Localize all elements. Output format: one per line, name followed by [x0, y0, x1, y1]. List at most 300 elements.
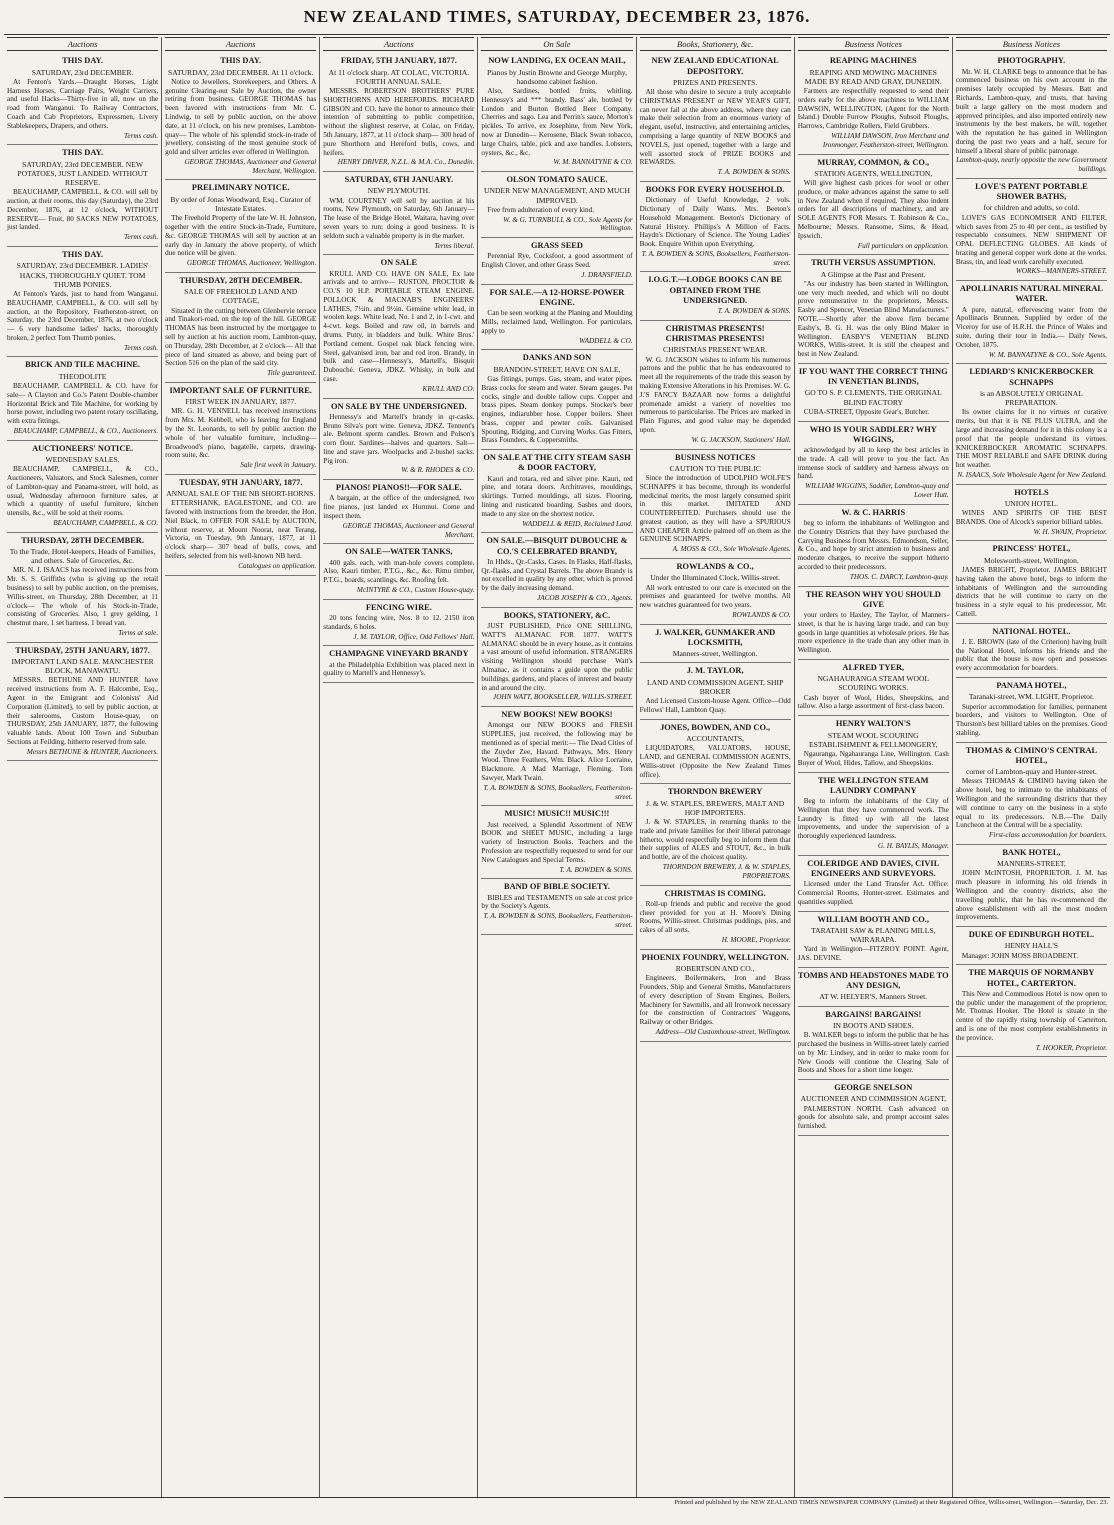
ad-body: 400 gals. each, with man-hole covers complete. Also, Kauri timber, P.T.G., &c., &c. Rimu timber, P.T.G., boards, scantlings, &c. Roofing felt.	[323, 558, 475, 585]
ad-signature: T. A. BOWDEN & SONS, Booksellers, Featherston-street.	[483, 912, 633, 929]
ad-title: ON SALE	[380, 258, 418, 268]
advertisement	[640, 663, 791, 719]
ad-subtitle: CHRISTMAS PRESENT WEAR.	[663, 345, 768, 355]
advertisement	[640, 950, 791, 1042]
ad-body: Since the introduction of UDOLPHO WOLFE'S SCHNAPPS it has become, through its wonderful medicinal merits, the most largely consumed spirit in this market. IMITATED AND COUNTERFEITED. Purchasers should use the greatest caution, as they will have a SPURIOUS AND CHEAPER Article palmed off on them as the GENUINE SCHNAPPS.	[639, 474, 791, 544]
ad-signature: W. G. JACKSON, Stationers' Hall.	[691, 435, 791, 444]
ad-body: acknowledged by all to keep the best articles in the trade. A call will prove to you the fact. An immense stock of saddlery and harness always on hand.	[797, 446, 949, 481]
ad-title: PRELIMINARY NOTICE.	[191, 183, 290, 193]
ad-signature: JACOB JOSEPH & CO., Agents.	[537, 594, 633, 603]
column-2	[162, 37, 320, 1497]
ad-body: Its owner claims for it no virtues or curative merits, but that it is NE PLUS ULTRA, and the large and increasing demand for it in this colony is a proof that the people understand its virtues. KNICKERBOCKER AROMATIC SCHNAPPS. THE MOST RELIABLE and SAFE DRINK during hot weather.	[955, 408, 1107, 470]
ad-signature: HENRY DRIVER, N.Z.L. & M.A. Co., Dunedin.	[337, 158, 475, 167]
ad-body: Manager: JOHN MOSS BROADBENT.	[961, 951, 1078, 960]
ad-title: BOOKS, STATIONERY, &C.	[503, 610, 611, 620]
ad-signature: Full particulars on application.	[857, 241, 949, 250]
ad-title: LOVE'S PATENT PORTABLE SHOWER BATHS,	[975, 181, 1088, 202]
ad-body: Dictionary of Useful Knowledge, 2 vols. Dictionary of Daily Wants. Mrs. Beeton's Household Management. Beeton's Dictionary of Natural History. Phillips's A Million of Facts. Haydn's Dictionary of Science. The Young Ladies' Book. Enquire Within upon Everything.	[639, 196, 791, 249]
ad-title: MURRAY, COMMON, & CO.,	[817, 157, 930, 167]
ad-title: PHOENIX FOUNDRY, WELLINGTON.	[641, 952, 789, 962]
ad-signature: A. MOSS & CO., Sole Wholesale Agents.	[672, 545, 791, 554]
advertisement	[956, 927, 1107, 965]
ad-title: CHAMPAGNE VINEYARD BRANDY	[329, 649, 469, 659]
ad-title: ON SALE BY THE UNDERSIGNED.	[331, 401, 467, 411]
ad-title: HOTELS	[1014, 487, 1049, 497]
ad-title: ON SALE AT THE CITY STEAM SASH & DOOR FACTORY,	[483, 453, 631, 473]
advertisement	[481, 350, 632, 450]
ad-title: SATURDAY, 6TH JANUARY.	[344, 175, 454, 185]
ad-title: OLSON TOMATO SAUCE.	[506, 175, 608, 185]
ad-subtitle: ROBERTSON AND CO.,	[675, 963, 755, 973]
ad-title: BAND OF BIBLE SOCIETY.	[504, 882, 610, 892]
ad-signature: WORKS—MANNERS-STREET.	[1015, 267, 1107, 276]
column-5	[637, 37, 795, 1497]
ad-body: BEAUCHAMP, CAMPBELL & CO. have for sale— A Clayton and Co.'s Patent Double-chamber Horizontal Brick and Tile Machine, for working by horse power, including two patent rotary oscillating, with extra fittings.	[7, 381, 159, 426]
ad-signature: KRULL AND CO.	[422, 384, 475, 393]
advertisement	[481, 806, 632, 879]
ad-signature: H. MOORE, Proprietor.	[721, 935, 791, 944]
ad-body: Notice to Jewellers, Storekeepers, and Others. A genuine Clearing-out Sale by Auction, the owner retiring from business. GEORGE THOMAS has been favored with instructions from Mr. C. Lindwig, to sell by public auction, on the above date, at 11 o'clock, on his new premises, Lambton-quay— The whole of his splendid stock-in-trade of jewellery, consisting of the most genuine stock of gold and silver articles ever offered in Wellington.	[165, 77, 317, 157]
ad-signature: McINTYRE & CO., Custom House-quay.	[356, 585, 475, 594]
ad-title: THE REASON WHY YOU SHOULD GIVE	[805, 589, 941, 609]
column-heading: On Sale	[481, 37, 632, 51]
advertisement	[323, 53, 474, 172]
ad-signature: THOS. C. DARCY, Lambton-quay.	[849, 572, 949, 581]
advertisement	[798, 587, 949, 660]
ad-title: PHOTOGRAPHY.	[997, 56, 1066, 66]
ad-body: Hennessy's and Martell's brandy in qr-casks. Bruno Silva's port wine. Geneva, JDKZ. Tennent's ale. Belmont sperm candles. Brown and Polson's corn flour. Sardines—halves and quarters. Salt—line and stave jars. Woolpacks and 2-bushel sacks. Pig iron.	[323, 412, 475, 465]
advertisement	[7, 533, 158, 643]
ad-title: W. & C. HARRIS	[841, 507, 906, 517]
advertisement	[640, 559, 791, 625]
ad-subtitle: STATION AGENTS, WELLINGTON,	[814, 168, 933, 178]
ad-signature: T. A. BOWDEN & SONS.	[717, 307, 791, 316]
ad-title: TRUTH VERSUS ASSUMPTION.	[811, 258, 936, 268]
ad-title: J. WALKER, GUNMAKER AND LOCKSMITH,	[655, 627, 776, 647]
ad-subtitle: MANNERS-STREET,	[996, 859, 1066, 869]
ad-subtitle: Manners-street, Wellington.	[672, 649, 758, 659]
ad-body: MR. N. J. ISAACS has received instructions from Mr. S. S. Griffiths (who is giving up the retail business) to sell by public auction, on the premises, Willis-street, on Thursday, 28th December, at 11 o'clock— The whole of his Stock-in-Trade, consisting of Groceries. Also, 1 grey gelding, 1 chestnut mare, 1 set harness, 1 bread van.	[7, 566, 159, 628]
ad-subtitle: STEAM WOOL SCOURING ESTABLISHMENT & FELLMONGERY,	[809, 730, 938, 749]
ad-body: Superior accommodation for families, permanent boarders, and visitors to Wellington. One of Thurston's best billiard tables on the premises. Good stabling.	[955, 702, 1107, 737]
ad-body: PALMERSTON NORTH. Cash advanced on goods for absolute sale, and prompt account sales furnished.	[797, 1104, 949, 1131]
advertisement	[798, 53, 949, 154]
advertisement	[956, 965, 1107, 1057]
ad-signature: WILLIAM DAWSON, Iron Merchant and Ironmonger, Featherston-street, Wellington.	[822, 132, 949, 149]
advertisement	[7, 643, 158, 762]
advertisement	[798, 155, 949, 256]
ad-title: THIS DAY.	[62, 250, 103, 260]
ad-signature: T. A. BOWDEN & SONS.	[559, 865, 633, 874]
ad-title: PIANOS! PIANOS!!—FOR SALE.	[335, 483, 462, 493]
ad-subtitle: To the Trade, Hotel-keepers, Heads of Families, and others. Sale of Groceries, &c.	[9, 546, 156, 566]
advertisement	[640, 53, 791, 182]
advertisement	[798, 422, 949, 505]
ad-subtitle: REAPING AND MOWING MACHINES MADE BY READ AND GRAY, DUNEDIN.	[804, 67, 942, 86]
ad-title: THE MARQUIS OF NORMANBY HOTEL, CARTERTON.	[968, 968, 1095, 988]
advertisement	[7, 247, 158, 357]
ad-subtitle: SATURDAY, 23rd DECEMBER.	[31, 67, 134, 77]
advertisement	[481, 285, 632, 351]
column-heading: Books, Stationery, &c.	[640, 37, 791, 51]
advertisement	[165, 180, 316, 272]
advertisement	[956, 624, 1107, 678]
ad-title: THIS DAY.	[62, 56, 103, 66]
advertisement	[165, 475, 316, 576]
ad-body: Can be seen working at the Planing and Moulding Mills, reclaimed land, Wellington. For particulars, apply to	[481, 309, 633, 335]
ad-title: THURSDAY, 25TH JANUARY, 1877.	[15, 645, 150, 655]
advertisement	[323, 544, 474, 599]
ad-signature: Terms liberal.	[434, 241, 475, 250]
ad-signature: GEORGE THOMAS, Auctioneer and General Merchant.	[342, 521, 475, 539]
ad-title: NATIONAL HOTEL.	[992, 626, 1071, 636]
advertisement	[956, 678, 1107, 743]
ad-body: WINES AND SPIRITS OF THE BEST BRANDS. One of Alcock's superior billiard tables.	[955, 509, 1107, 526]
advertisement	[481, 608, 632, 707]
ad-body: Roll-up friends and public and receive the good cheer provided for you at H. Moore's Dining Rooms, Willis-street. Christmas puddings, pies, and cakes of all sorts.	[639, 899, 791, 935]
ad-body: LIQUIDATORS, VALUATORS, HOUSE, LAND, and GENERAL COMMISSION AGENTS, Willis-street (Opposite the New Zealand Times office).	[639, 744, 791, 779]
ad-title: NEW BOOKS! NEW BOOKS!	[501, 710, 613, 720]
column-7	[953, 37, 1110, 1497]
advertisement	[798, 912, 949, 968]
ad-body: Amongst our NEW BOOKS and FRESH SUPPLIES, just received, the following may be mentioned as of special merit:— The Dead Cities of the Zuyder Zee, Havard. Pathways, Mrs. Henry Wood. Three Feathers, Wm. Black. Alice Lorraine, Blackmore. A Mad Marriage, Fleming. Tom Sawyer, Mark Twain.	[481, 721, 633, 783]
ad-title: CHRISTMAS PRESENTS! CHRISTMAS PRESENTS!	[665, 323, 765, 344]
column-6	[795, 37, 953, 1497]
ad-signature: Lambton-quay, nearly opposite the new Government buildings.	[956, 156, 1107, 174]
ad-signature: WILLIAM WIGGINS, Saddler, Lambton-quay and Lower Hutt.	[805, 482, 949, 500]
ad-body: Licensed under the Land Transfer Act. Office: Commercial Rooms, Hunter-street. Estimates and quantities supplied.	[797, 880, 949, 906]
ad-signature: ROWLANDS & CO.	[732, 610, 791, 619]
ad-signature: JOHN WATT, BOOKSELLER, WILLIS-STREET.	[493, 693, 633, 702]
ad-body: At Fenton's Yards, just to hand from Wanganui. BEAUCHAMP, CAMPBELL, & CO. will sell by auction, at the Repository, Featherston-street, on Saturday, the 23rd December, 1876, at two o'clock— 6 very handsome ladies' hacks, thoroughly broken, 2 perfect Tom Thumb ponies.	[7, 290, 159, 342]
ad-title: WILLIAM BOOTH AND CO.,	[817, 914, 929, 924]
advertisement	[165, 273, 316, 383]
ad-body: Yard in Wellington—FITZROY POINT. Agent, JAS. DEVINE.	[797, 945, 949, 963]
advertisement	[956, 364, 1107, 484]
column-4	[478, 37, 636, 1497]
ad-subtitle: corner of Lambton-quay and Hunter-street.	[966, 767, 1097, 777]
advertisement	[956, 485, 1107, 542]
ad-body: A bargain, at the office of the undersigned, two fine pianos, just landed ex Hurunui. Come and inspect them.	[323, 494, 475, 521]
ad-title: THURSDAY, 28TH DECEMBER.	[21, 535, 144, 545]
ad-subtitle: J. & W. STAPLES, BREWERS, MALT AND HOP IMPORTERS.	[646, 798, 785, 817]
column-1	[4, 37, 162, 1497]
ad-signature: W. M. BANNATYNE & CO.	[553, 158, 633, 167]
column-heading: Business Notices	[956, 37, 1107, 51]
ad-signature: Terms cash.	[124, 233, 159, 242]
ad-title: TOMBS AND HEADSTONES MADE TO ANY DESIGN,	[797, 970, 949, 991]
ad-body: All work entrusted to our care is executed on the premises and guaranteed for twelve months. All new watches guaranteed for two years.	[639, 583, 791, 610]
ad-title: PRINCESS' HOTEL,	[992, 544, 1071, 554]
ad-title: AUCTIONEERS' NOTICE.	[32, 443, 134, 453]
ad-title: FRIDAY, 5TH JANUARY, 1877.	[340, 56, 457, 66]
ad-body: Will give highest cash prices for wool or other produce, or make advances against the same to sell in New Zealand when if required. They also indent orders for all descriptions of machinery, and are SOLE AGENTS FOR Messrs. T. Robinson & Co., Melbourne; Messrs. Ransome, Sims, & Head, Ipswich.	[797, 179, 949, 240]
ad-signature: W. H. SWAIN, Proprietor.	[1033, 527, 1107, 536]
ad-title: LEDIARD'S KNICKERBOCKER SCHNAPPS	[969, 367, 1094, 387]
advertisement	[956, 53, 1107, 179]
ad-body: JUST PUBLISHED, Price ONE SHILLING, WATT'S ALMANAC FOR 1877. WATT'S ALMANAC should be in every house, as it contains a vast amount of useful information. STRANGERS visiting Wellington should purchase Watt's Almanac, as it contains a guide upon the public buildings, gardens, and places of interest and beauty in and around the city.	[481, 622, 633, 692]
ad-signature: W. M. BANNATYNE & CO., Sole Agents.	[988, 350, 1107, 359]
ad-signature: WADDELL & CO.	[579, 336, 633, 345]
ad-subtitle: Pianos by Justin Browne and George Murphy, handsome cabinet fashion.	[486, 67, 628, 86]
ad-subtitle: AT W. HELYER'S, Manners Street.	[819, 992, 928, 1002]
advertisement	[481, 172, 632, 238]
advertisement	[640, 182, 791, 273]
advertisement	[165, 53, 316, 180]
ad-subtitle: GO TO S. P. CLEMENTS, THE ORIGINAL BLIND FACTORY	[804, 388, 942, 407]
ad-signature: W. & R. RHODES & CO.	[401, 466, 475, 475]
ad-body: your orders to Haxley, The Taylor, of Manners-street, is that he is having large trade, and can buy goods in large quantities at wholesale prices. He has more experience in the trade than any other man in Wellington.	[797, 611, 949, 655]
ad-subtitle: WEDNESDAY SALES.	[45, 454, 120, 464]
ad-subtitle: IMPORTANT LAND SALE. MANCHESTER BLOCK, MANAWATU.	[11, 656, 154, 676]
ad-title: ALFRED TYER,	[842, 662, 905, 672]
ad-signature: Catalogues on application.	[238, 561, 317, 570]
ad-body: BEAUCHAMP, CAMPBELL, & CO. will sell by auction, at their rooms, this day (Saturday), the 23rd December, 1876, at 12 o'clock, WITHOUT RESERVE— Fruit, 80 SACKS NEW POTATOES, just landed.	[7, 188, 159, 232]
ad-title: THURSDAY, 28TH DECEMBER.	[179, 275, 303, 285]
ad-signature: Terms cash.	[124, 131, 159, 140]
ad-title: BOOKS FOR EVERY HOUSEHOLD.	[645, 184, 785, 194]
ad-body: Farmers are respectfully requested to send their orders early for the above machines to WILLIAM DAWSON, WELLINGTON, (Agent for the North Island.) Double Furrow Ploughs, Subsoil Ploughs, Harrows, Cambridge Rollers, Field Grubbers.	[797, 87, 949, 131]
ad-signature: J. M. TAYLOR, Office, Odd Fellows' Hall.	[353, 632, 475, 641]
advertisement	[165, 383, 316, 475]
ad-body: Free from adulteration of every kind.	[487, 205, 594, 214]
ad-body: Also, Sardines, bottled fruits, whitling. Hennessy's and *** brandy. Bass' ale, bottled by London and Burton Bottled Beer Company. Cherries and sago. Lea and Perrin's sauce, Morton's pickles. To arrive, ex Josephine, from New York, now at Dunedin— Kerosene, Black Swan tobacco, large Chairs, table, pick and axe handles. Lobsters, oysters, &c., &c.	[481, 87, 633, 157]
ad-title: GEORGE SNELSON	[834, 1083, 913, 1093]
advertisement	[798, 1007, 949, 1080]
column-heading: Auctions	[165, 37, 316, 51]
ad-title: IF YOU WANT THE CORRECT THING IN VENETIAN BLINDS,	[798, 366, 948, 387]
advertisement	[481, 450, 632, 533]
ad-title: APOLLINARIS NATURAL MINERAL WATER.	[959, 284, 1103, 304]
advertisement	[798, 716, 949, 772]
ad-subtitle: By order of Jonas Woodward, Esq., Curator of Intestate Estates.	[170, 194, 312, 213]
ad-title: THORNDON BREWERY	[667, 787, 763, 797]
advertisement	[7, 53, 158, 145]
column-heading: Auctions	[7, 37, 158, 51]
ad-body: JAMES BRIGHT, Proprietor. JAMES BRIGHT having taken the above hotel, begs to inform the inhabitants of Wellington and the surrounding districts that he will continue to carry on the business in a style equal to his predecessor, Mr. Cattell.	[955, 565, 1107, 618]
column-heading: Business Notices	[798, 37, 949, 51]
ad-body: At Fenton's Yards.—Draught Horses, Light Harness Horses, Carriage Pairs, Weight Carriers, and useful Hacks—Thirty-five in all, now on the road from Wanganui. To Railway Contractors, Coach and Cab Proprietors, Expressmen, Livery Stablekeepers, Drapers, and others.	[7, 77, 159, 130]
ad-body: JOHN McINTOSH, PROPRIETOR. J. M. has much pleasure in informing his old friends in Wellington and the country districts, also the travelling public, that he has re-commenced the above establishment with all the most modern improvements.	[955, 869, 1107, 922]
ad-title: FENCING WIRE.	[365, 602, 432, 612]
ad-body: ETTERSHANK, EAGLESTONE, and CO. are favored with instructions from the breeder, the Hon. Niel Black, to OFFER FOR SALE by AUCTION, without reserve, at Mount Noorat, near Terang, Victoria, on Tuesday, 9th January, 1877, at 11 o'clock sharp— 307 head of bulls, cows, and heifers, selected from his well-known NB herd.	[165, 499, 317, 561]
ad-body: Gas fittings, pumps. Gas, steam, and water pipes. Brass cocks for steam and water. Steam gauges. Pet cocks, single and double tallow cups. Copper and brass pipes. Steam donkey pumps. Stocker's beer engines, indiarubber hose. Copper boilers. Sheet brass, copper and pewter coils. Galvanised Spouting, Ridging, and Curving Works. Gas Fitters, Brass Founders, & Coppersmiths.	[481, 374, 633, 445]
ad-title: THOMAS & CIMINO'S CENTRAL HOTEL,	[965, 745, 1098, 765]
ad-subtitle: NEW PLYMOUTH.	[367, 186, 431, 196]
advertisement	[640, 720, 791, 785]
ad-subtitle: is an ABSOLUTELY ORIGINAL PREPARATION.	[979, 388, 1083, 408]
advertisement	[481, 707, 632, 806]
ad-signature: BEAUCHAMP, CAMPBELL, & CO.	[53, 518, 159, 527]
ad-title: BUSINESS NOTICES	[674, 452, 756, 462]
ad-body: CUBA-STREET, Opposite Gear's, Butcher.	[803, 407, 930, 416]
ad-signature: N. ISAACS, Sole Wholesale Agent for New Zealand.	[957, 470, 1107, 479]
ad-body: And Licensed Custom-house Agent. Office—Odd Fellows' Hall, Lambton Quay.	[639, 697, 791, 714]
ad-title: REAPING MACHINES	[829, 56, 917, 66]
ad-title: PANAMA HOTEL,	[996, 681, 1067, 691]
ad-subtitle: NGAHAURANGA STEAM WOOL SCOURING WORKS.	[817, 674, 930, 693]
ad-body: Perennial Rye, Cocksfoot, a good assortment of English Clover, and other Grass Seed.	[481, 252, 633, 270]
advertisement	[798, 505, 949, 587]
ad-title: TUESDAY, 9TH JANUARY, 1877.	[178, 477, 303, 487]
ad-subtitle: UNION HOTEL.	[1004, 498, 1058, 508]
advertisement	[323, 399, 474, 481]
ad-subtitle: Under the Illuminated Clock, Willis-street.	[650, 573, 781, 583]
column-3	[320, 37, 478, 1497]
ad-body: Situated in the cutting between Glenbervie terrace and Tinakori-road, on the top of the hill. GEORGE THOMAS has been instructed by the mortgagee to sell by auction at his auction room, Lambton-quay, on Thursday, 28th December, at 2 o'clock— All that piece of land situated as above, and being part of Section 516 on the plan of the said city.	[165, 306, 317, 368]
ad-signature: First-class accommodation for boarders.	[989, 831, 1107, 840]
advertisement	[7, 145, 158, 247]
advertisement	[481, 879, 632, 934]
advertisement	[323, 600, 474, 647]
ad-subtitle: SATURDAY, 23rd DECEMBER. At 11 o'clock.	[168, 67, 314, 77]
advertisement	[323, 172, 474, 255]
ad-subtitle: PRIZES AND PRESENTS.	[673, 77, 758, 87]
ad-title: NEW ZEALAND EDUCATIONAL DEPOSITORY.	[651, 56, 779, 76]
advertisement	[481, 238, 632, 285]
ad-title: WHO IS YOUR SADDLER? WHY WIGGINS,	[809, 424, 937, 444]
advertisement	[640, 625, 791, 664]
ad-title: MUSIC! MUSIC!! MUSIC!!!	[504, 809, 610, 819]
ad-body: BIBLES and TESTAMENTS on sale at cost price by the Society's Agents.	[481, 893, 633, 911]
ad-title: IMPORTANT SALE OF FURNITURE.	[169, 385, 312, 395]
advertisement	[323, 646, 474, 683]
ad-subtitle: BRANDON-STREET, HAVE ON SALE,	[493, 364, 621, 374]
ad-subtitle: SATURDAY, 23rd DECEMBER. LADIES' HACKS, THOROUGHLY QUIET. TOM THUMB PONIES.	[16, 261, 149, 289]
advertisement	[798, 255, 949, 364]
publisher-imprint: Printed and published by the NEW ZEALAND TIMES NEWSPAPER COMPANY (Limited) at their Registered Office, Willis-street, Wellington.—Saturday, Dec. 23.	[674, 1499, 1108, 1506]
ad-body: Beg to inform the inhabitants of the City of Wellington that they have commenced work. The Laundry is fitted up with all the latest improvements, and under the supervision of a thoroughly experienced laundress.	[797, 797, 949, 841]
ad-subtitle: At 11 o'clock sharp. AT COLAC, VICTORIA. FOURTH ANNUAL SALE.	[328, 67, 470, 86]
ad-signature: Messrs BETHUNE & HUNTER, Auctioneers.	[26, 747, 159, 756]
ad-body: The Freehold Property of the late W. H. Johnston, together with the entire Stock-in-Trade, Furniture, &c. GEORGE THOMAS will sell by auction at an early day in January the above property, of which due notice will be given.	[165, 214, 317, 258]
advertisement	[323, 255, 474, 398]
ad-subtitle: SALE OF FREEHOLD LAND AND COTTAGE,	[184, 287, 298, 306]
ad-subtitle: CAUTION TO THE PUBLIC	[669, 463, 761, 473]
ad-signature: T. A. BOWDEN & SONS.	[717, 168, 791, 177]
ad-title: NOW LANDING, EX OCEAN MAIL,	[488, 56, 626, 66]
ad-body: Just received, a Splendid Assortment of NEW BOOK and SHEET MUSIC, including a large variety of Instruction Books. Teachers and the Profession are respectfully requested to send for our New Catalogues and Special Terms.	[481, 820, 633, 864]
ad-subtitle: LAND AND COMMISSION AGENT, SHIP BROKER	[646, 677, 784, 696]
advertisement	[956, 845, 1107, 927]
ad-body: Mr. W. H. CLARKE begs to announce that he has commenced business on his own account in the premises lately occupied by Messrs. Batt and Richards, Lambton-quay, and trusts, that having built a large gallery on the most modern and approved principles, and also imported entirely new instruments by the best makers, he will, together with the reputation he has gained in Wellington during the past two years and a half, secure for himself a liberal share of public patronage.	[955, 67, 1107, 155]
ad-subtitle: Taranaki-street, WM. LIGHT, Proprietor.	[968, 692, 1094, 702]
masthead: NEW ZEALAND TIMES, SATURDAY, DECEMBER 23, 1876.	[4, 0, 1110, 35]
advertisement	[640, 450, 791, 560]
ad-body: MESSRS. BETHUNE AND HUNTER have received instructions from A. F. Halcombe, Esq., Agent in the Emigrant and Colonists' Aid Corporation (Limited), to sell by public auction, at their salerooms, Custom House-quay, on THURSDAY, 25th JANUARY, 1877, the following valuable lands. About 100 Town and Suburban Sections at Feilding, hitherto reserved from sale.	[7, 676, 159, 746]
ad-subtitle: THEODOLITE	[58, 371, 107, 381]
advertisement	[798, 968, 949, 1007]
advertisement	[640, 886, 791, 950]
ad-signature: Address—Old Customhouse-street, Wellington.	[655, 1027, 791, 1036]
ad-subtitle: A Glimpse at the Past and Present.	[820, 269, 926, 279]
ad-subtitle: ANNUAL SALE OF THE NB SHORT-HORNS.	[166, 489, 316, 499]
ad-subtitle: IN BOOTS AND SHOES.	[832, 1020, 914, 1030]
advertisement	[956, 281, 1107, 364]
ad-body: This New and Commodious Hotel is now open to the public under the management of the proprietor, Mr. Thomas Hooker. The Hotel is situate in the centre of the rapidly rising township of Carterton, and is one of the most complete establishments in the province.	[955, 989, 1107, 1042]
ad-signature: Sale first week in January.	[240, 461, 317, 470]
advertisement	[640, 272, 791, 321]
ad-signature: GEORGE THOMAS, Auctioneer and General Merchant, Wellington.	[184, 157, 317, 175]
ad-body: beg to inform the inhabitants of Wellington and the Country Districts that they have purchased the Carrying Business from Messrs. Edmondson, Seller, & Co., and hope by strict attention to business and moderate charges, to receive the support hitherto accorded to their predecessors.	[797, 519, 949, 571]
ad-title: J. M. TAYLOR,	[686, 666, 744, 676]
ad-body: "As our industry has been started in Wellington, one very much needed, and which will no doubt prove remunerative to the proprietors, Messrs. Easby and Spencer, Venetian Blind Manufacturers." NOTE.—Shortly after the above firm became Easby's, B. G. H. was the only Blind Maker in Wellington. EASBY'S VENETIAN BLIND WORKS, Willis-street. It is still the cheapest and best in New Zealand.	[797, 279, 949, 359]
ad-body: B. WALKER begs to inform the public that he has purchased the business in Willis-street lately carried on by Mr. Lindsey, and in order to make room for New Goods will continue the Clearing Sale of Boots and Shoes for a short time longer.	[797, 1031, 949, 1075]
ad-signature: W. & G. TURNBULL & CO., Sole Agents for Wellington.	[503, 215, 633, 233]
ad-subtitle: ACCOUNTANTS,	[686, 733, 745, 743]
advertisement	[798, 1080, 949, 1136]
advertisement	[956, 179, 1107, 281]
advertisement	[956, 541, 1107, 623]
advertisement	[323, 480, 474, 544]
ad-subtitle: UNDER NEW MANAGEMENT, AND MUCH IMPROVED.	[484, 186, 630, 205]
column-heading: Auctions	[323, 37, 474, 51]
ad-body: Messrs THOMAS & CIMINO having taken the above hotel, beg to intimate to the inhabitants of Wellington and the surrounding districts that they will continue to carry on the business in a style equal to its predecessors. N.B.—The Daily Luncheon at the Central will be a speciality.	[955, 777, 1107, 830]
newspaper-columns	[4, 37, 1110, 1498]
ad-body: Cash buyer of Wool, Hides, Sheepskins, and tallow. Also a large assortment of first-class bacon.	[797, 693, 949, 711]
advertisement	[798, 364, 949, 422]
ad-signature: T. HOOKER, Proprietor.	[1035, 1043, 1107, 1052]
ad-body: at the Philadelphia Exhibition was placed next in quality to Martell's and Hennessy's.	[323, 660, 475, 678]
ad-body: All those who desire to secure a truly acceptable CHRISTMAS PRESENT or NEW YEAR'S GIFT, can never fail at the above address, where they can make their selection from an enormous variety of elegant, useful, instructive, and entertaining articles, comprising a large quantity of NEW BOOKS and NOVELS, just opened, together with a large and well assorted stock of PRIZE BOOKS and REWARDS.	[639, 88, 791, 167]
ad-body: In Hhds., Qr.-Casks, Cases. In Flasks, Half-flasks, Qr.-flasks, and Crystal Barrels. The above Brandy is not excelled in quality by any other, which is proved by the daily increasing demand.	[481, 557, 633, 593]
ad-subtitle: Molesworth-street, Wellington.	[984, 555, 1079, 565]
advertisement	[798, 660, 949, 716]
ad-title: BARGAINS! BARGAINS!	[825, 1009, 922, 1019]
advertisement	[640, 321, 791, 450]
ad-body: J. & W. STAPLES, in returning thanks to the trade and private families for their liberal patronage hitherto, would respectfully beg to inform them that their supplies of ALES and STOUT, &c., in bulk and bottle, are of the choicest quality.	[639, 818, 791, 862]
ad-subtitle: for children and adults, so cold.	[983, 203, 1080, 213]
ad-body: WM. COURTNEY will sell by auction at his rooms, New Plymouth, on Saturday, 6th January— The lease of the Bridge Hotel, Waitara, having over seven years to run; doing a good business. It is seldom such a valuable property is in the market.	[323, 196, 475, 240]
ad-subtitle: HENRY HALL'S	[1004, 941, 1059, 951]
ad-title: HENRY WALTON'S	[835, 719, 911, 729]
ad-body: MESSRS. ROBERTSON BROTHERS' PURE SHORTHORNS AND HEREFORDS. RICHARD GIBSON and CO. have the honor to announce their intention of submitting to public competition, without the slightest reserve, at Colac, on Friday, 5th January, 1877, at 11 o'clock sharp— 300 head of pure Shorthorn and Hereford bulls, cows, and heifers.	[323, 87, 475, 157]
ad-body: Kauri and totara, red and silver pine. Kauri, red pine, and totara doors. Architraves, mouldings, skirtings. Turned mouldings, all sizes. Flooring, lining and rusticated boarding. Sashes and doors, made to any size on the shortest notice.	[481, 474, 633, 518]
ad-body: J. E. BROWN (late of the Criterion) having built the National Hotel, informs his friends and the public that the house is now open and possesses every accommodation for boarders.	[955, 637, 1107, 673]
ad-title: JONES, BOWDEN, AND CO.,	[660, 722, 771, 732]
ad-title: BRICK AND TILE MACHINE.	[25, 360, 140, 370]
ad-signature: Terms at sale.	[118, 628, 159, 637]
ad-signature: T. A. BOWDEN & SONS, Booksellers, Featherston-street.	[483, 783, 633, 801]
ad-title: I.O.G.T.—LODGE BOOKS CAN BE OBTAINED FROM THE UNDERSIGNED.	[648, 275, 782, 305]
advertisement	[798, 856, 949, 912]
ad-signature: Terms cash.	[124, 343, 159, 352]
ad-body: W. G. JACKSON wishes to inform his numerous patrons and the public that he has endeavoured to meet all the requirements of the trade this season by making Extensive Alterations in his Premises. W. G. J.'S FANCY BAZAAR now forms a delightful promenade amidst a variety of novelties too numerous to particularise. The Prices are marked in Plain Figures, and good value may be depended upon.	[639, 355, 791, 434]
ad-signature: GEORGE THOMAS, Auctioneer, Wellington.	[186, 259, 317, 268]
ad-body: A pure, natural, effervescing water from the Apollinaris Brunnen. Supplied by order of the Viceroy for use of H.R.H. the Prince of Wales and suite, during their tour in India.— Daily News, October, 1875.	[955, 305, 1107, 349]
ad-signature: T. A. BOWDEN & SONS, Booksellers, Featherston-street.	[641, 249, 791, 267]
advertisement	[640, 784, 791, 885]
advertisement	[481, 53, 632, 172]
ad-signature: Title guaranteed.	[267, 369, 317, 378]
ad-subtitle: TARATAHI SAW & PLANING MILLS, WAIRARAPA.	[811, 925, 936, 945]
ad-subtitle: SATURDAY, 23rd DECEMBER. NEW POTATOES, JUST LANDED. WITHOUT RESERVE.	[17, 159, 148, 188]
advertisement	[481, 533, 632, 607]
ad-body: 20 tons fencing wire, Nos. 8 to 12. 2150 iron standards, 6 holes.	[323, 614, 475, 631]
ad-body: Ngauranga, Ngahauranga Line, Wellington. Cash Buyer of Wool, Hides, Tallow, and Sheepskins.	[797, 750, 949, 767]
ad-body: LOVE'S GAS ECONOMISER AND FILTER, which saves from 25 to 40 per cent., as testified by respectable consumers. NEW SHIPMENT OF OPAL DEFLECTING GLOBES. All kinds of brazing and general copper work done at the works. Brass, tin, and lead work carefully executed.	[955, 213, 1107, 266]
ad-body: MR. G. H. VENNELL has received instructions from Mrs. M. Kebbell, who is leaving for England by the St. Leonards, to sell by public auction the whole of her valuable furniture, including— Broadwood's piano, bagatelle, carpets, drawing-room suite, &c.	[165, 407, 317, 460]
ad-title: ON SALE.—BISQUIT DUBOUCHE & CO.'S CELEBRATED BRANDY,	[486, 536, 628, 556]
ad-title: BANK HOTEL,	[1002, 847, 1061, 857]
ad-title: ROWLANDS & CO.,	[676, 562, 754, 572]
ad-signature: WADDELL & REID, Reclaimed Land.	[522, 519, 633, 528]
ad-subtitle: FIRST WEEK IN JANUARY, 1877.	[185, 397, 297, 407]
ad-signature: J. DRANSFIELD.	[581, 271, 633, 280]
ad-title: THIS DAY.	[220, 56, 262, 66]
ad-signature: BEAUCHAMP, CAMPBELL, & CO., Auctioneers.	[13, 426, 159, 435]
ad-title: GRASS SEED	[531, 241, 583, 251]
